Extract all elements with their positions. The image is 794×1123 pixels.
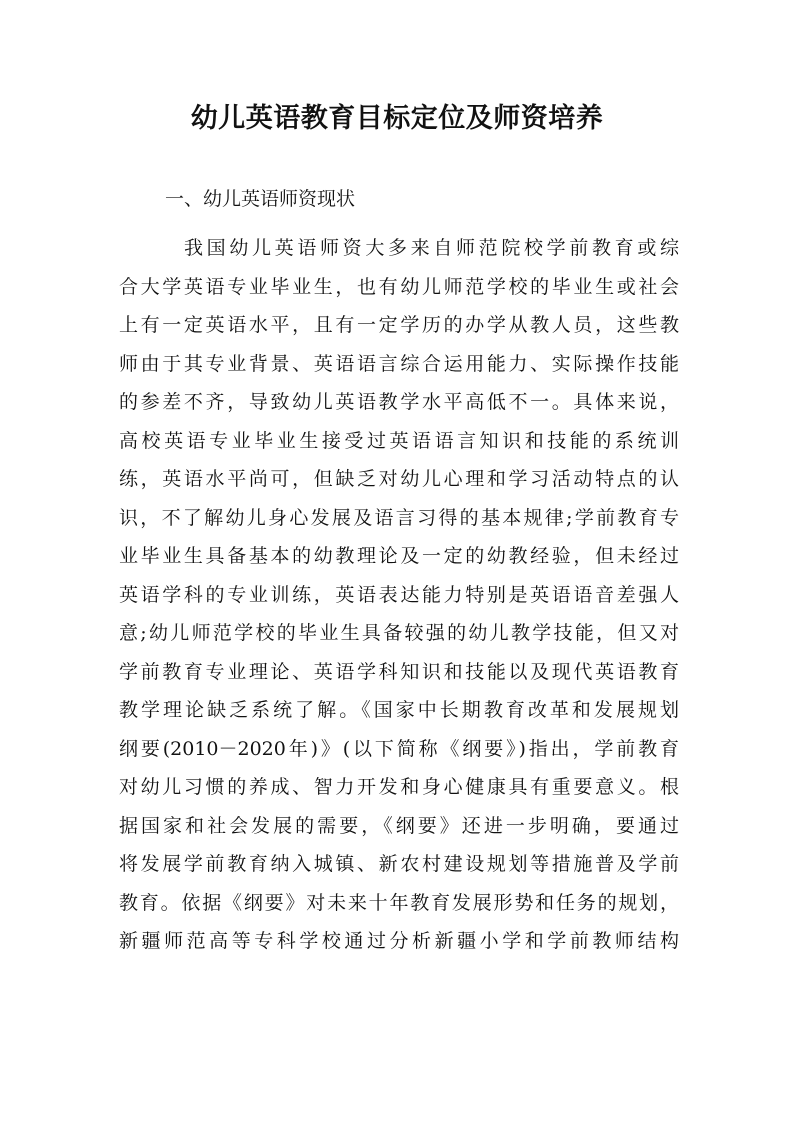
- paragraph-line: 教学理论缺乏系统了解。《国家中长期教育改革和发展规划: [119, 699, 679, 721]
- paragraph-line: 练，英语水平尚可，但缺乏对幼儿心理和学习活动特点的认: [119, 468, 679, 490]
- paragraph-line: 合大学英语专业毕业生，也有幼儿师范学校的毕业生或社会: [119, 275, 679, 298]
- paragraph-line: 英语学科的专业训练，英语表达能力特别是英语语音差强人: [119, 583, 679, 606]
- paragraph-line: 识，不了解幼儿身心发展及语言习得的基本规律;学前教育专: [119, 506, 679, 529]
- paragraph-line: 将发展学前教育纳入城镇、新农村建设规划等措施普及学前: [119, 853, 679, 875]
- paragraph-line: 业毕业生具备基本的幼教理论及一定的幼教经验，但未经过: [119, 545, 679, 567]
- paragraph-line: 上有一定英语水平，且有一定学历的办学从教人员，这些教: [119, 314, 679, 336]
- paragraph-line: 的参差不齐，导致幼儿英语教学水平高低不一。具体来说，: [119, 391, 679, 413]
- paragraph-line: 高校英语专业毕业生接受过英语语言知识和技能的系统训: [119, 429, 679, 452]
- body-paragraph: [119, 229, 679, 961]
- section-heading: 一、幼儿英语师资现状: [165, 188, 356, 210]
- paragraph-line: 据国家和社会发展的需要，《纲要》还进一步明确，要通过: [119, 814, 679, 837]
- paragraph-line: 意;幼儿师范学校的毕业生具备较强的幼儿教学技能，但又对: [119, 622, 679, 644]
- paragraph-line: 新疆师范高等专科学校通过分析新疆小学和学前教师结构: [119, 930, 679, 952]
- paragraph-line: 教育。依据《纲要》对未来十年教育发展形势和任务的规划，: [119, 891, 679, 914]
- paragraph-line: 师由于其专业背景、英语语言综合运用能力、实际操作技能: [119, 352, 679, 375]
- paragraph-line: 学前教育专业理论、英语学科知识和技能以及现代英语教育: [119, 660, 679, 683]
- paragraph-line: 纲要(2010－2020年)》(以下简称《纲要》)指出，学前教育: [119, 737, 679, 760]
- paragraph-line: 对幼儿习惯的养成、智力开发和身心健康具有重要意义。根: [119, 776, 679, 798]
- document-title: 幼儿英语教育目标定位及师资培养: [190, 103, 604, 134]
- paragraph-line: 我国幼儿英语师资大多来自师范院校学前教育或综: [184, 237, 679, 259]
